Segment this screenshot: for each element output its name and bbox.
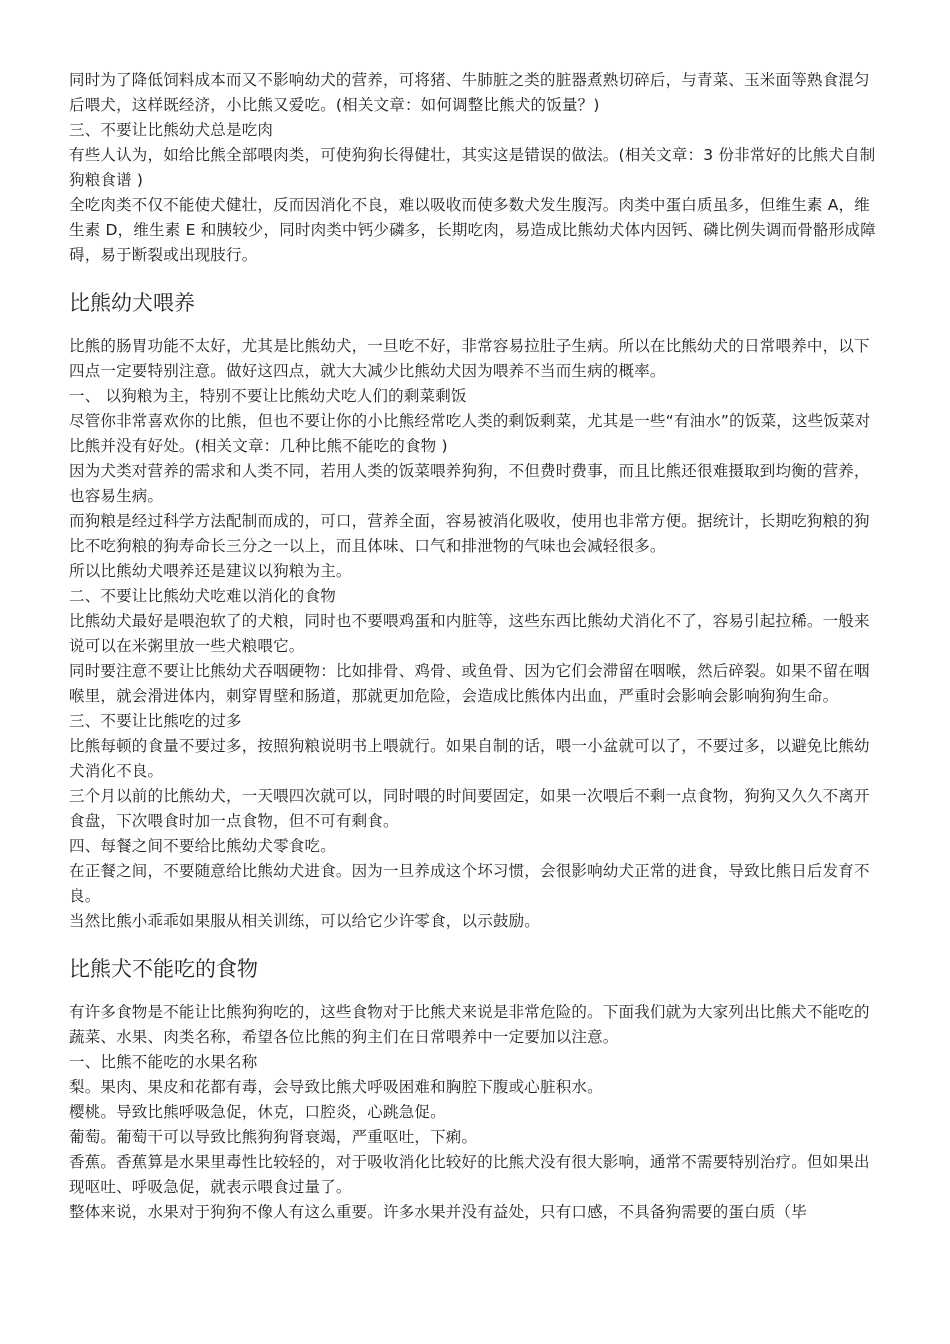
paragraph: 而狗粮是经过科学方法配制而成的，可口，营养全面，容易被消化吸收，使用也非常方便。据统计，长期吃狗粮的狗比不吃狗粮的狗寿命长三分之一以上，而且体味、口气和排泄物的气味也会减轻很多。 — [69, 512, 870, 555]
section-heading: 比熊犬不能吃的食物 — [69, 957, 258, 981]
paragraph: 有些人认为，如给比熊全部喂肉类，可使狗狗长得健壮，其实这是错误的做法。(相关文章：3 份非常好的比熊犬自制狗粮食谱 ) — [69, 146, 876, 189]
paragraph: 三个月以前的比熊幼犬，一天喂四次就可以，同时喂的时间要固定，如果一次喂后不剩一点食物，狗狗又久久不离开食盘，下次喂食时加一点食物，但不可有剩食。 — [69, 787, 870, 830]
list-item: 樱桃。导致比熊呼吸急促，休克，口腔炎，心跳急促。 — [69, 1103, 446, 1121]
subheading: 三、不要让比熊幼犬总是吃肉 — [69, 121, 274, 139]
subheading: 三、不要让比熊吃的过多 — [69, 712, 242, 730]
list-item: 葡萄。葡萄干可以导致比熊狗狗肾衰竭，严重呕吐，下痢。 — [69, 1128, 478, 1146]
paragraph: 因为犬类对营养的需求和人类不同，若用人类的饭菜喂养狗狗，不但费时费事，而且比熊还很难摄取到均衡的营养，也容易生病。 — [69, 462, 870, 505]
paragraph: 有许多食物是不能让比熊狗狗吃的，这些食物对于比熊犬来说是非常危险的。下面我们就为大家列出比熊犬不能吃的蔬菜、水果、肉类名称，希望各位比熊的狗主们在日常喂养中一定要加以注意。 — [69, 1003, 870, 1046]
list-item: 梨。果肉、果皮和花都有毒，会导致比熊犬呼吸困难和胸腔下腹或心脏积水。 — [69, 1078, 603, 1096]
paragraph: 尽管你非常喜欢你的比熊，但也不要让你的小比熊经常吃人类的剩饭剩菜，尤其是一些“有油水”的饭菜，这些饭菜对比熊并没有好处。(相关文章：几种比熊不能吃的食物 ) — [69, 412, 871, 455]
document-body — [69, 68, 879, 1225]
paragraph: 比熊幼犬最好是喂泡软了的犬粮，同时也不要喂鸡蛋和内脏等，这些东西比熊幼犬消化不了，容易引起拉稀。一般来说可以在米粥里放一些犬粮喂它。 — [69, 612, 870, 655]
paragraph: 同时为了降低饲料成本而又不影响幼犬的营养，可将猪、牛肺脏之类的脏器煮熟切碎后，与青菜、玉米面等熟食混匀后喂犬，这样既经济，小比熊又爱吃。(相关文章：如何调整比熊犬的饭量？) — [69, 71, 870, 114]
subheading: 一、比熊不能吃的水果名称 — [69, 1053, 258, 1071]
paragraph: 在正餐之间，不要随意给比熊幼犬进食。因为一旦养成这个坏习惯，会很影响幼犬正常的进食，导致比熊日后发育不良。 — [69, 862, 870, 905]
paragraph: 当然比熊小乖乖如果服从相关训练，可以给它少许零食，以示鼓励。 — [69, 912, 541, 930]
section-heading: 比熊幼犬喂养 — [69, 291, 195, 315]
paragraph: 所以比熊幼犬喂养还是建议以狗粮为主。 — [69, 562, 352, 580]
subheading: 四、每餐之间不要给比熊幼犬零食吃。 — [69, 837, 336, 855]
subheading: 二、不要让比熊幼犬吃难以消化的食物 — [69, 587, 336, 605]
list-item: 香蕉。香蕉算是水果里毒性比较轻的，对于吸收消化比较好的比熊犬没有很大影响，通常不需要特别治疗。但如果出现呕吐、呼吸急促，就表示喂食过量了。 — [69, 1153, 870, 1196]
paragraph: 全吃肉类不仅不能使犬健壮，反而因消化不良，难以吸收而使多数犬发生腹泻。肉类中蛋白质虽多，但维生素 A，维生素 D，维生素 E 和胰较少，同时肉类中钙少磷多，长期吃肉，易造成比熊幼犬体内因钙、磷比例失调而骨骼形成障碍，易于断裂或出现肢行。 — [69, 196, 876, 264]
paragraph: 整体来说，水果对于狗狗不像人有这么重要。许多水果并没有益处，只有口感，不具备狗需要的蛋白质（毕 — [69, 1203, 807, 1221]
subheading: 一、 以狗粮为主，特别不要让比熊幼犬吃人们的剩菜剩饭 — [69, 387, 467, 405]
paragraph: 同时要注意不要让比熊幼犬吞咽硬物：比如排骨、鸡骨、或鱼骨、因为它们会滞留在咽喉，然后碎裂。如果不留在咽喉里，就会滑进体内，刺穿胃壁和肠道，那就更加危险，会造成比熊体内出血，严重时会影响会影响狗狗生命。 — [69, 662, 870, 705]
paragraph: 比熊每顿的食量不要过多，按照狗粮说明书上喂就行。如果自制的话，喂一小盆就可以了，不要过多，以避免比熊幼犬消化不良。 — [69, 737, 870, 780]
paragraph: 比熊的肠胃功能不太好，尤其是比熊幼犬，一旦吃不好，非常容易拉肚子生病。所以在比熊幼犬的日常喂养中，以下四点一定要特别注意。做好这四点，就大大减少比熊幼犬因为喂养不当而生病的概率。 — [69, 337, 870, 380]
